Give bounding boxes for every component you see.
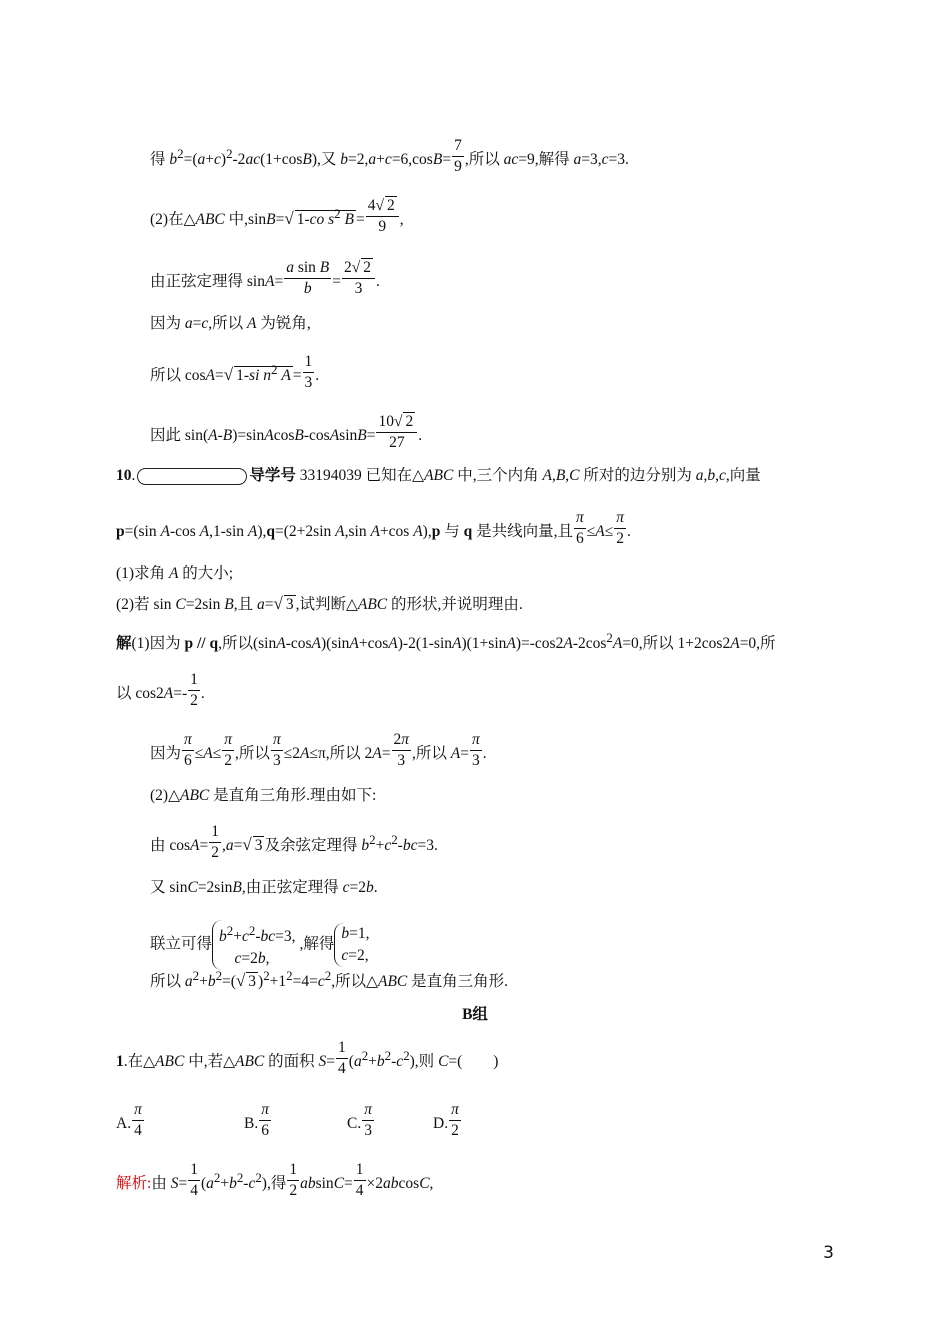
solution-10-line-3: 因为 $\frac{\pi}{6}$ ≤A≤ $\frac{\pi}{2}$ ,所以 $\frac{\pi}{3}$ ≤2A≤π,所以 2A= $\frac{2\pi}{3}$ ,所以 A= $\frac{\pi}{3}$ . (150, 731, 487, 769)
page-number: 3 (823, 1243, 834, 1263)
option-d: D. $\frac{\pi}{2}$ (433, 1101, 459, 1139)
solution-line-1: 得 $b^2=(a+c)^2-2ac(1+\cos B)$,又 b=2,a+c=6,cosB= $\frac{7}{9}$ ,所以 ac=9,解得 a=3,c=3. (150, 137, 629, 175)
solution-10-line-4: (2)△ABC 是直角三角形.理由如下: (150, 787, 377, 804)
question-1-stem: 1.在△ABC 中,若△ABC 的面积 S= $\frac{1}{4}$ $(a^2+b^2-c^2)$,则 C=( ) (116, 1039, 499, 1077)
solution-line-3: 由正弦定理得 sinA= $\frac{\text{a sin B}}{b}$ = $\frac{2√ 2}{3}$ . (150, 259, 380, 297)
option-c: C. $\frac{\pi}{3}$ (347, 1101, 372, 1139)
blank-box (137, 468, 247, 485)
group-heading: B组 (462, 1006, 488, 1023)
option-a: A. $\frac{\pi}{4}$ (116, 1101, 142, 1139)
analysis-label: 解析: (116, 1175, 152, 1193)
question-10-part-2: (2)若 sin C=2sin B,且 a=√ 3 ,试判断△ABC 的形状,并说明理由. (116, 594, 523, 613)
solution-10-line-8: 所以 $a^2+b^2=(√$ 3 )$^2+1^2=4=c^2$,所以△ABC 是直角三角形. (150, 968, 509, 991)
solution-10-line-7: 联立可得 $b^2+c^2-bc=3$, c=2b,,解得b=1, c=2, (150, 920, 374, 970)
question-10-stem: 10. 导学号 33194039 已知在△ABC 中,三个内角 A,B,C 所对的边分别为 a,b,c,向量 (116, 467, 761, 484)
option-b: B. $\frac{\pi}{6}$ (244, 1101, 269, 1139)
question-10-part-1: (1)求角 A 的大小; (116, 565, 234, 582)
solution-line-4: 因为 a=c,所以 A 为锐角, (150, 315, 311, 332)
solution-10-line-2: 以 cos2A=- $\frac{1}{2}$ . (116, 671, 205, 709)
solution-line-2: (2)在△ABC 中,sinB=√ 1-co $s^2$ B = $\frac{4√ 2}{9}$ , (150, 197, 404, 235)
solution-10-line-1: 解(1)因为 p // q,所以$(\sin A-\cos A)(\sin A+\cos A)-2(1-\sin A)(1+\sin A)=-\cos 2A-2\cos^2A=0$,所以 1+2cos2A=0,所 (116, 630, 776, 653)
solution-line-5: 所以 cosA=√ 1-si $n^2$ A = $\frac{1}{3}$ . (150, 353, 320, 391)
solution-10-line-5: 由 cosA= $\frac{1}{2}$ ,a=√ 3 及余弦定理得 $b^2+c^2-bc=3$. (150, 823, 438, 861)
solution-line-6: 因此 sin(A-B)=sinAcosB-cosAsinB= $\frac{10√ 2}{27}$ . (150, 413, 423, 451)
question-10-vectors: p=(sin A-cos A,1-sin A),q=(2+2sin A,sin A+cos A),p 与 q 是共线向量,且 $\frac{\pi}{6}$ ≤A≤ $\frac{\pi}{2}$ . (116, 509, 631, 547)
analysis-line: 解析:由 S= $\frac{1}{4}$ $(a^2+b^2-c^2)$,得 $\frac{1}{2}$ absinC= $\frac{1}{4}$ ×2abcosC, (116, 1161, 434, 1199)
solution-10-line-6: 又 sinC=2sinB,由正弦定理得 c=2b. (150, 879, 378, 896)
